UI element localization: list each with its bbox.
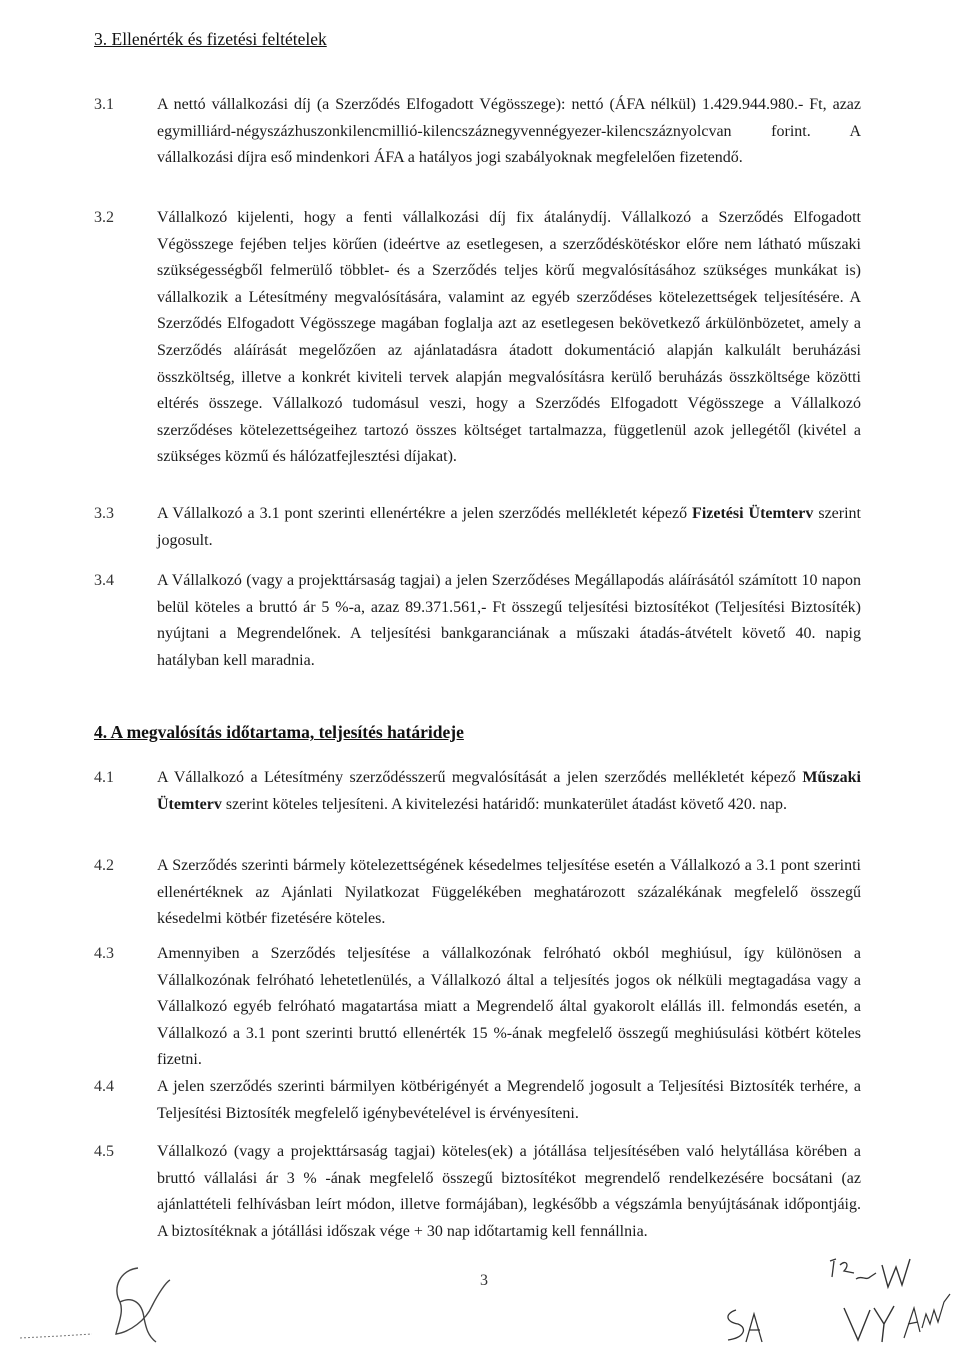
clause-text: A nettó vállalkozási díj (a Szerződés Elfogadott Végösszege): nettó (ÁFA nélkül) 1.429.944.980.- Ft, azaz egymilliárd-négyszázhuszonkilencmillió-kilencszáznegyvennégyezer-kilencszáznyolcvan forint. A vállalkozási díjra eső mindenkori ÁFA a hatályos jogi szabályoknak megfelelően fizetendő.: [157, 96, 861, 167]
signature-left: [20, 1262, 180, 1346]
clause-3-1: [94, 92, 884, 172]
initials-sa: [718, 1306, 768, 1346]
clause-number: 3.2: [94, 209, 114, 226]
initials-am: [900, 1288, 958, 1342]
clause-number: 4.4: [94, 1078, 114, 1095]
clause-text: A Szerződés szerinti bármely kötelezettségének késedelmes teljesítése esetén a Vállalkozó a 3.1 pont szerinti ellenértéknek az Ajánlati Nyilatkozat Függelékében meghatározott százalékának megfelelő összegű késedelmi kötbér fizetésére köteles.: [157, 857, 861, 928]
payment-schedule-term: Fizetési Ütemterv: [692, 505, 814, 522]
clause-4-3: [94, 941, 884, 1074]
clause-text: A Vállalkozó (vagy a projekttársaság tagjai) a jelen Szerződéses Megállapodás aláírásától számított 10 napon belül köteles a bruttó ár 5 %-a, azaz 89.371.561,- Ft összegű teljesítési biztosítékot (Teljesítési Biztosíték) nyújtani a Megrendelőnek. A teljesítési bankgaranciának a műszaki átadás-átvételt követő 40. napig hatályban kell maradnia.: [157, 572, 861, 669]
section-4-heading: 4. A megvalósítás időtartama, teljesítés határideje: [94, 722, 464, 742]
clause-text: Vállalkozó kijelenti, hogy a fenti vállalkozási díj fix átalánydíj. Vállalkozó a Szerződés Elfogadott Végösszege fejében teljes körűen (ideértve az esetlegesen, a szerződéskötéskor előre nem látható műszaki szükségességből felmerülő többlet- és a Szerződés teljes körű megvalósításához szükséges munkákat is) vállalkozik a Létesítmény megvalósítására, valamint az egyéb szerződéses kötelezettségek teljesítésére. A Szerződés Elfogadott Végösszege magában foglalja azt az esetlegesen bekövetkező árkülönbözetet, amely a Szerződés aláírását megelőzően az ajánlatadásra átadott dokumentáció alapján kalkulált beruházási összköltség, illetve a konkrét kiviteli tervek alapján megvalósításra kerülő beruházás összköltsége közötti eltérés összege. Vállalkozó tudomásul veszi, hogy a Szerződés Elfogadott Végösszege a Vállalkozó szerződéses kötelezettségeihez tartozó összes költséget tartalmazza, függetlenül azok jellegétől (kivétel a szükséges közmű és hálózatfejlesztési díjakat).: [157, 209, 861, 466]
clause-text: Amennyiben a Szerződés teljesítése a vállalkozónak felróható okból meghiúsul, így különösen a Vállalkozónak felróható lehetetlenülés, a Vállalkozó által a teljesítés jogos ok nélküli megtagadása vagy a Vállalkozó egyéb felróható magatartása miatt a Megrendelő által gyakorolt elállás ill. felmondás esetén, a Vállalkozó a 3.1 pont szerinti bruttó ellenérték 15 %-ának megfelelő összegű meghiúsulási kötbért köteles fizetni.: [157, 945, 861, 1069]
clause-3-3: [94, 501, 884, 554]
initials-vy: [840, 1300, 900, 1344]
clause-number: 4.1: [94, 769, 114, 786]
clause-number: 4.5: [94, 1143, 114, 1160]
clause-number: 4.2: [94, 857, 114, 874]
clause-text: Vállalkozó (vagy a projekttársaság tagjai) köteles(ek) a jótállása teljesítésében való helytállása körében a bruttó vállalási ár 3 % -ának megfelelő összegű biztosítékot megrendelő rendelkezésére bocsátani (az ajánlattételi felhívásban leírt módon, illetve formájában), legkésőbb a végszámla benyújtásának időpontjáig. A biztosítéknak a jótállási időszak vége + 30 nap időtartamig kell fennállnia.: [157, 1143, 861, 1240]
clause-text: A Vállalkozó a 3.1 pont szerinti ellenértékre a jelen szerződés mellékletét képező Fizetési Ütemterv szerint jogosult.: [157, 505, 862, 549]
section-3-heading: 3. Ellenérték és fizetési feltételek: [94, 29, 327, 49]
clause-3-2: [94, 205, 884, 471]
clause-4-5: [94, 1139, 884, 1245]
clause-4-2: [94, 853, 884, 933]
clause-text: A jelen szerződés szerinti bármilyen kötbérigényét a Megrendelő jogosult a Teljesítési Biztosíték terhére, a Teljesítési Biztosíték megfelelő igénybevételével is érvényesíteni.: [157, 1078, 861, 1122]
technical-schedule-term: Műszaki Ütemterv: [157, 769, 861, 813]
clause-number: 4.3: [94, 945, 114, 962]
clause-3-4: [94, 568, 884, 674]
page-number: 3: [480, 1272, 488, 1289]
clause-4-1: [94, 765, 884, 818]
clause-number: 3.3: [94, 505, 114, 522]
clause-4-4: [94, 1074, 884, 1127]
clause-number: 3.1: [94, 96, 114, 113]
clause-number: 3.4: [94, 572, 114, 589]
clause-text: A Vállalkozó a Létesítmény szerződésszerű megvalósítását a jelen szerződés mellékletét képező Műszaki Ütemterv szerint köteles teljesíteni. A kivitelezési határidő: munkaterület átadást követő 420. nap.: [157, 769, 861, 813]
